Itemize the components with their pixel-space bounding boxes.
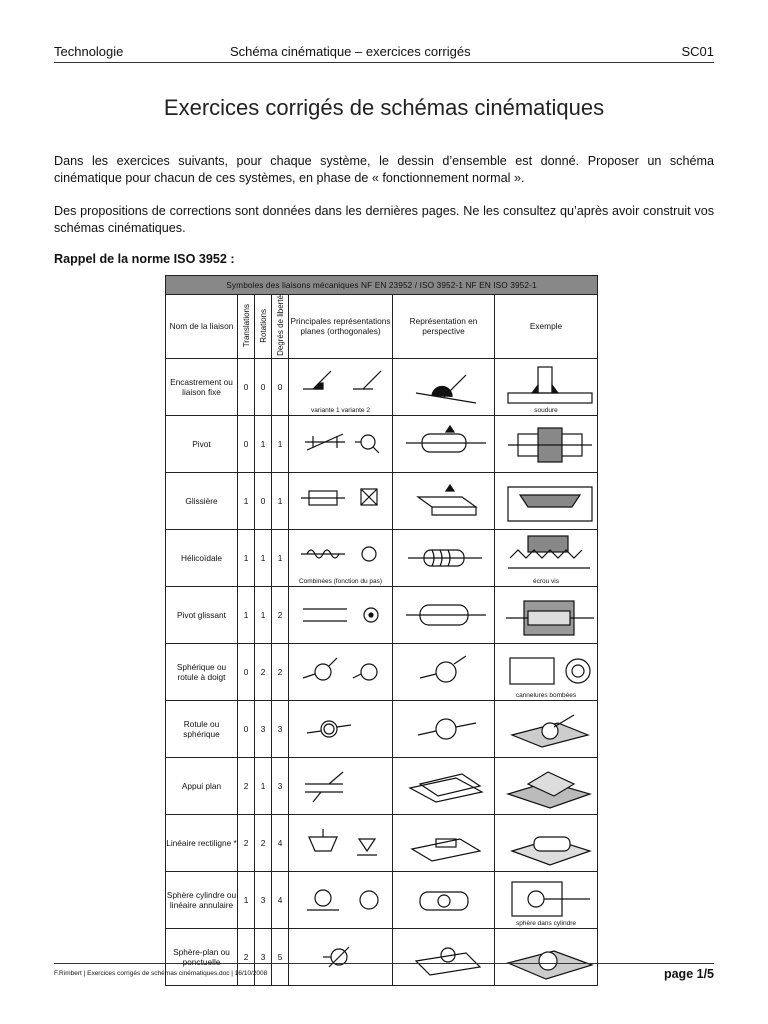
plane-representation-label: variante 1 variante 2	[311, 407, 370, 415]
col-rotations: Rotations	[258, 308, 268, 343]
rotations-value: 2	[255, 814, 272, 871]
col-planes: Principales représentations planes (orthogonales)	[289, 295, 393, 359]
rotations-value: 3	[255, 928, 272, 985]
plane-representation	[289, 871, 393, 928]
example-drawing-label: sphère dans cylindre	[516, 920, 576, 928]
example-drawing-label: écrou vis	[532, 578, 559, 586]
col-nom: Nom de la liaison	[166, 295, 238, 359]
liaison-row	[166, 586, 598, 643]
degrees-value: 0	[272, 358, 289, 415]
liaison-name: Pivot	[166, 415, 238, 472]
translations-value: 2	[238, 757, 255, 814]
perspective-representation	[393, 529, 495, 586]
liaison-name: Sphère-plan ou ponctuelle	[166, 928, 238, 985]
liaison-name: Hélicoïdale	[166, 529, 238, 586]
example-drawing	[495, 643, 598, 700]
example-drawing	[495, 814, 598, 871]
perspective-representation	[393, 586, 495, 643]
rotations-value: 3	[255, 871, 272, 928]
corrections-paragraph: Des propositions de corrections sont données dans les dernières pages. Ne les consultez qu’après avoir construit vos schémas cinématiques.	[54, 204, 714, 235]
header-code: SC01	[681, 44, 714, 59]
degrees-value: 2	[272, 586, 289, 643]
liaison-row	[166, 415, 598, 472]
table-banner: Symboles des liaisons mécaniques NF EN 23952 / ISO 3952-1 NF EN ISO 3952-1	[166, 276, 598, 295]
page-number: page 1/5	[663, 967, 714, 981]
degrees-value: 1	[272, 529, 289, 586]
rotations-value: 1	[255, 586, 272, 643]
degrees-value: 5	[272, 928, 289, 985]
col-degres: Degrés de liberté	[275, 295, 285, 356]
iso-3952-table	[165, 275, 597, 967]
perspective-representation	[393, 757, 495, 814]
liaison-row	[166, 757, 598, 814]
rotations-value: 0	[255, 358, 272, 415]
header-subject: Technologie	[54, 44, 124, 59]
plane-representation	[289, 472, 393, 529]
footer-file: F.Rimbert | Exercices corrigés de schémas cinématiques.doc | 16/10/2008	[54, 970, 268, 977]
example-drawing	[495, 757, 598, 814]
rotations-value: 1	[255, 415, 272, 472]
perspective-representation	[393, 814, 495, 871]
translations-value: 2	[238, 814, 255, 871]
col-exemple: Exemple	[495, 295, 598, 359]
translations-value: 1	[238, 586, 255, 643]
plane-representation	[289, 757, 393, 814]
degrees-value: 2	[272, 643, 289, 700]
rotations-value: 0	[255, 472, 272, 529]
degrees-value: 3	[272, 700, 289, 757]
translations-value: 1	[238, 472, 255, 529]
rappel-heading: Rappel de la norme ISO 3952 :	[54, 252, 235, 266]
example-drawing	[495, 415, 598, 472]
example-drawing-label: cannelures bombées	[515, 692, 577, 700]
perspective-representation	[393, 643, 495, 700]
plane-representation-label: Combinées (fonction du pas)	[298, 578, 383, 586]
liaison-name: Sphère cylindre ou linéaire annulaire	[166, 871, 238, 928]
liaison-row	[166, 814, 598, 871]
translations-value: 1	[238, 871, 255, 928]
perspective-representation	[393, 415, 495, 472]
liaison-name: Rotule ou sphérique	[166, 700, 238, 757]
page-header	[54, 42, 714, 63]
liaison-name: Appui plan	[166, 757, 238, 814]
example-drawing	[495, 586, 598, 643]
rotations-value: 1	[255, 757, 272, 814]
header-title: Schéma cinématique – exercices corrigés	[230, 44, 471, 59]
example-drawing-label: soudure	[534, 407, 558, 415]
intro-paragraph: Dans les exercices suivants, pour chaque système, le dessin d’ensemble est donné. Proposer un schéma cinématique pour chacun de ces systèmes, en phase de « fonctionnement normal ».	[54, 154, 714, 185]
plane-representation	[289, 643, 393, 700]
degrees-value: 1	[272, 415, 289, 472]
plane-representation	[289, 358, 393, 415]
perspective-representation	[393, 871, 495, 928]
liaison-name: Sphérique ou rotule à doigt	[166, 643, 238, 700]
liaison-name: Pivot glissant	[166, 586, 238, 643]
liaison-row	[166, 358, 598, 415]
example-drawing	[495, 472, 598, 529]
degrees-value: 4	[272, 871, 289, 928]
perspective-representation	[393, 700, 495, 757]
example-drawing	[495, 529, 598, 586]
col-perspective: Représentation en perspective	[393, 295, 495, 359]
page-footer	[54, 963, 714, 988]
degrees-value: 3	[272, 757, 289, 814]
perspective-representation	[393, 358, 495, 415]
translations-value: 2	[238, 928, 255, 985]
plane-representation	[289, 415, 393, 472]
liaison-row	[166, 529, 598, 586]
page-title: Exercices corrigés de schémas cinématiques	[163, 95, 605, 120]
liaison-name: Linéaire rectiligne *	[166, 814, 238, 871]
translations-value: 0	[238, 700, 255, 757]
degrees-value: 1	[272, 472, 289, 529]
liaison-row	[166, 643, 598, 700]
example-drawing	[495, 700, 598, 757]
translations-value: 0	[238, 415, 255, 472]
degrees-value: 4	[272, 814, 289, 871]
plane-representation	[289, 814, 393, 871]
col-translations: Translations	[241, 303, 251, 348]
translations-value: 0	[238, 358, 255, 415]
plane-representation	[289, 586, 393, 643]
liaison-name: Encastrement ou liaison fixe	[166, 358, 238, 415]
perspective-representation	[393, 472, 495, 529]
plane-representation	[289, 529, 393, 586]
liaison-row	[166, 700, 598, 757]
liaison-name: Glissière	[166, 472, 238, 529]
example-drawing	[495, 358, 598, 415]
liaison-row	[166, 871, 598, 928]
rotations-value: 1	[255, 529, 272, 586]
example-drawing	[495, 871, 598, 928]
rotations-value: 3	[255, 700, 272, 757]
rotations-value: 2	[255, 643, 272, 700]
translations-value: 0	[238, 643, 255, 700]
plane-representation	[289, 700, 393, 757]
translations-value: 1	[238, 529, 255, 586]
liaison-row	[166, 472, 598, 529]
